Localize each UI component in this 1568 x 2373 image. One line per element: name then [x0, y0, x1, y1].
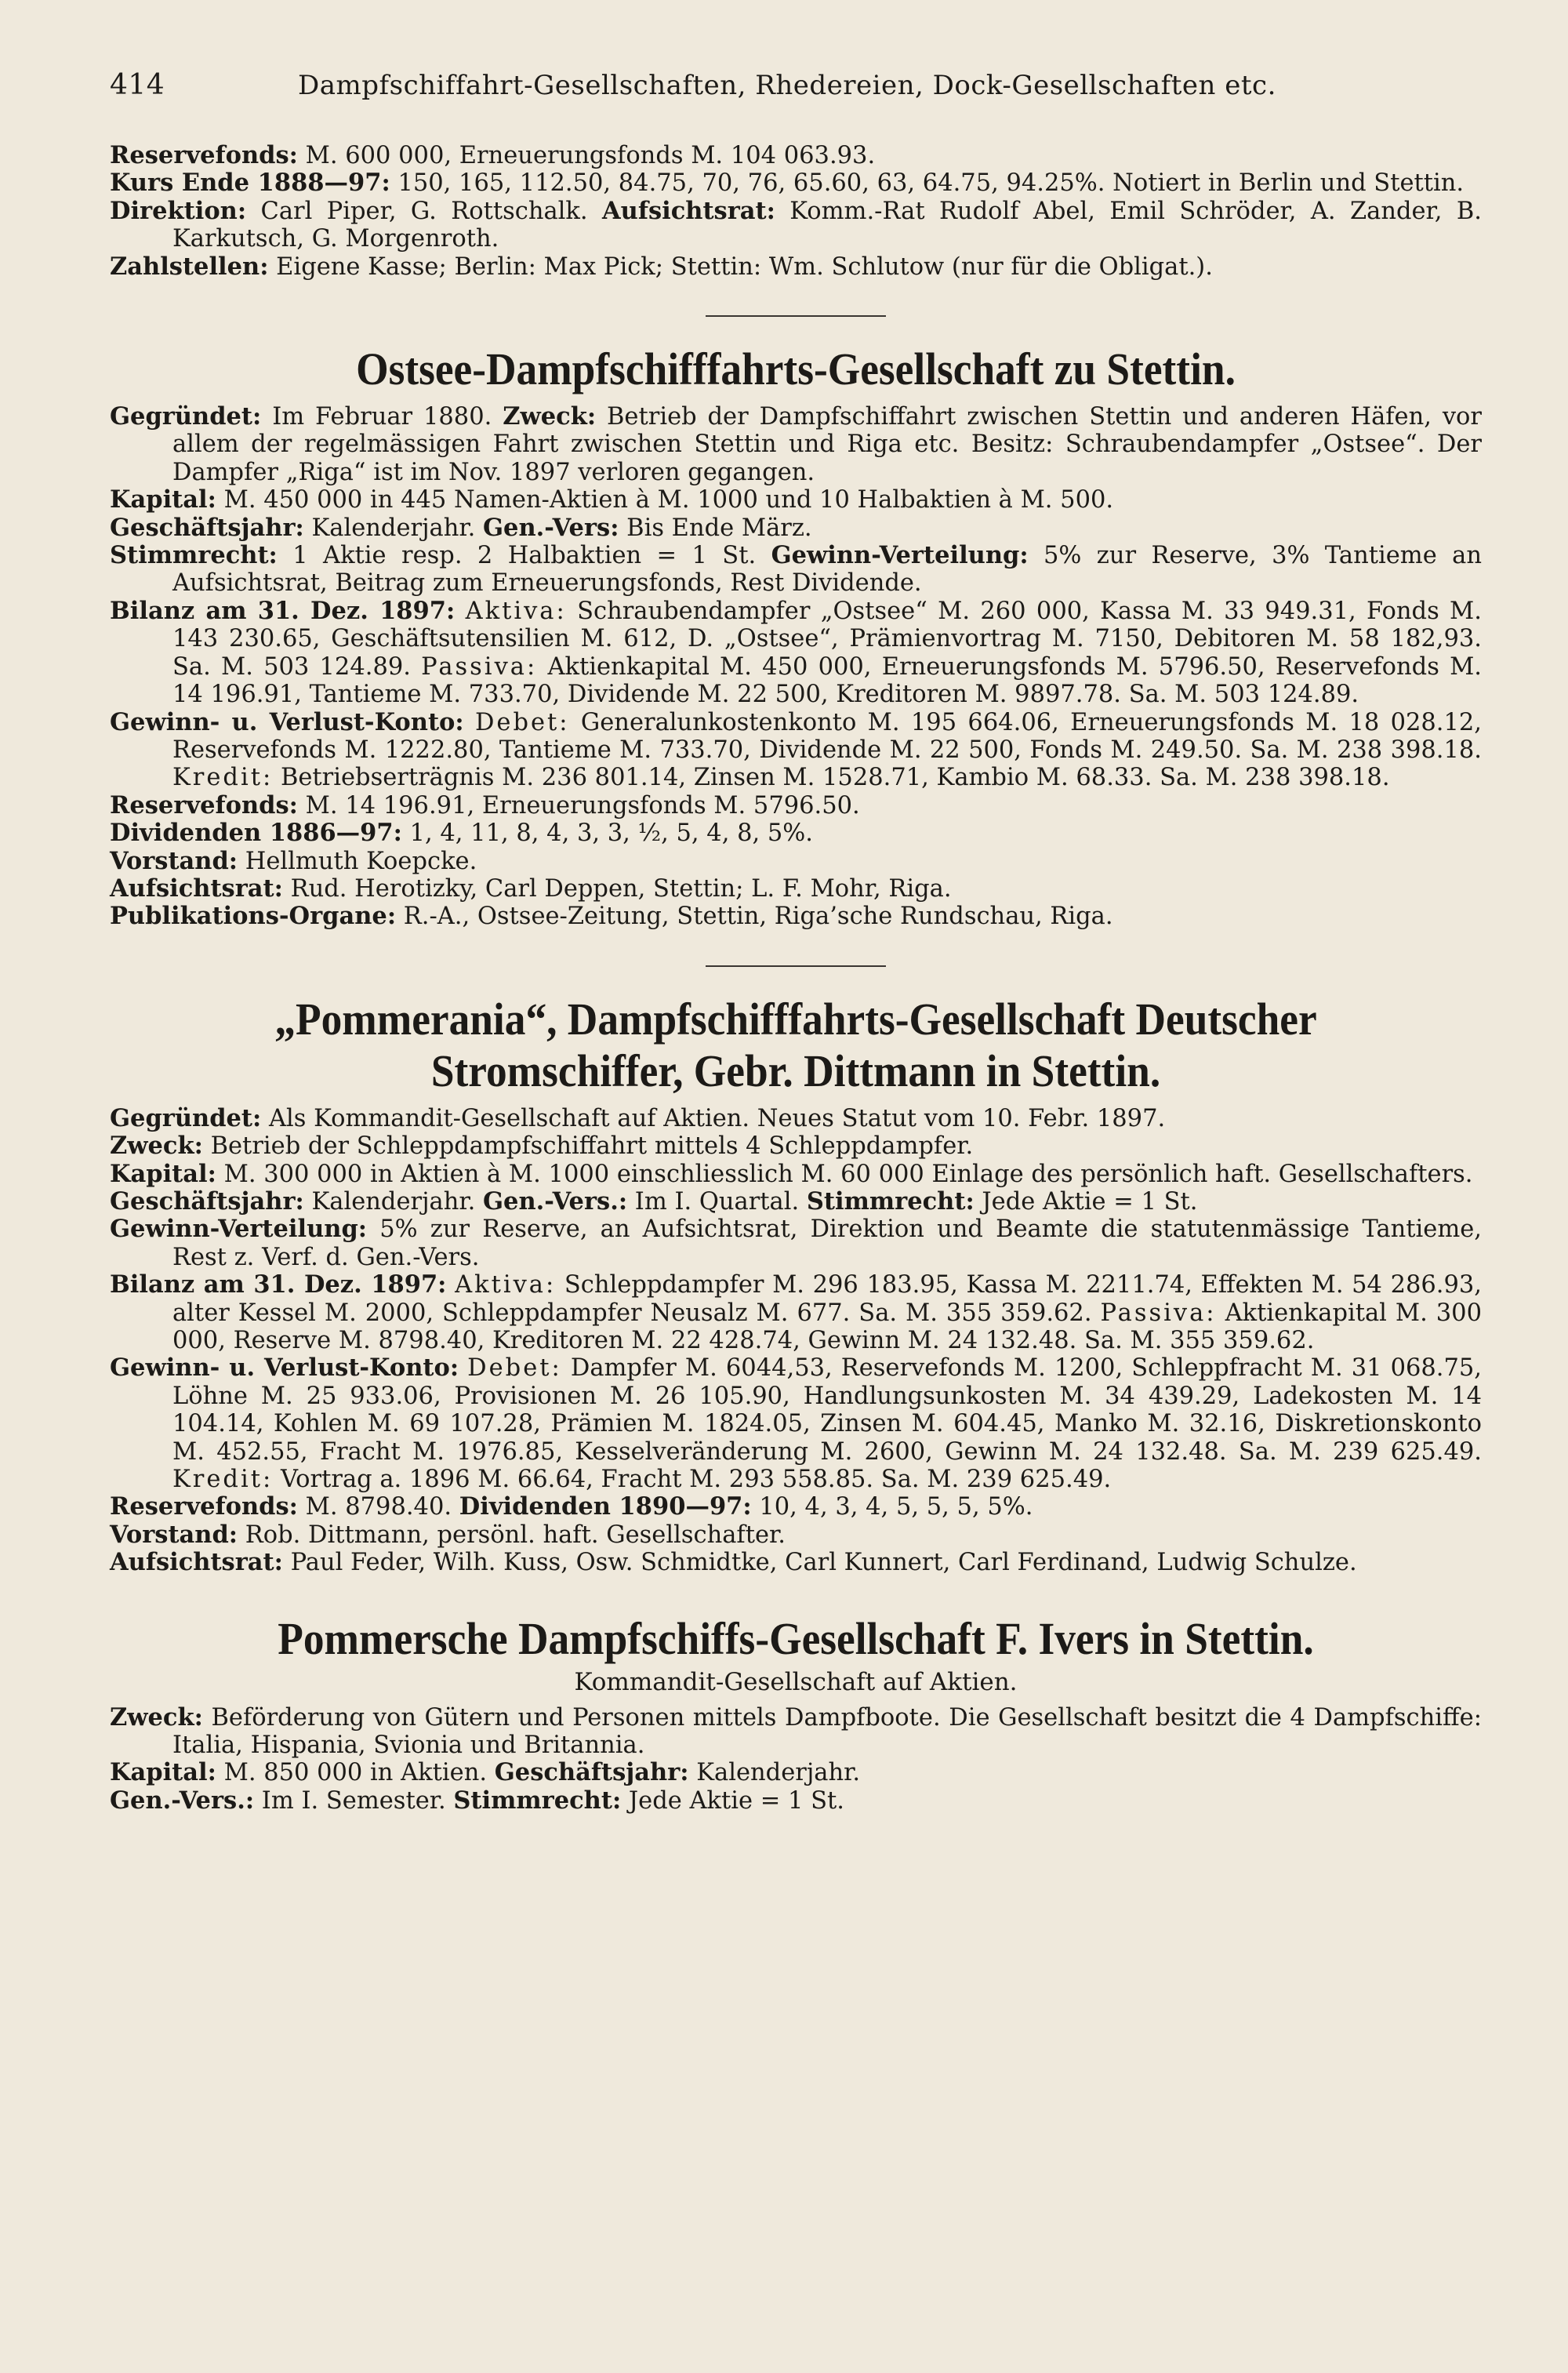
- entry-text: Generalunkostenkonto M. 195 664.06, Erneuerungsfonds M. 18 028.12, Reservefonds M. 1222.80, Tantieme M. 733.70, Dividende M. 22 500, Fonds M. 249.50. Sa. M. 238 398.18.: [172, 708, 1482, 764]
- company-title: Ostsee-Dampfschifffahrts-Gesellschaft zu Stettin.: [356, 343, 1236, 395]
- entry-text: Aktienkapital M. 300 000, Reserve M. 8798.40, Kreditoren M. 22 428.74, Gewinn M. 24 132.48. Sa. M. 355 359.62.: [172, 1299, 1482, 1354]
- entry-text: 5% zur Reserve, an Aufsichtsrat, Direktion und Beamte die statutenmässige Tantieme, Rest z. Verf. d. Gen.-Vers.: [172, 1216, 1482, 1271]
- entry-zweck: [110, 1704, 1482, 1760]
- entry-gewinn-verteilung: [110, 1216, 1482, 1271]
- entry-text: Schraubendampfer „Ostsee“ M. 260 000, Kassa M. 33 949.31, Fonds M. 143 230.65, Geschäftsutensilien M. 612, D. „Ostsee“, Prämienvortrag M. 7150, Debitoren M. 58 182,93. Sa. M. 503 124.89.: [172, 597, 1482, 681]
- entry-text: Aktienkapital M. 450 000, Erneuerungsfonds M. 5796.50, Reservefonds M. 14 196.91, Tantieme M. 733.70, Dividende M. 22 500, Kreditoren M. 9897.78. Sa. M. 503 124.89.: [172, 652, 1482, 709]
- entry-label: Vorstand:: [110, 846, 238, 875]
- kredit-label: Kredit:: [172, 1466, 274, 1494]
- entry-text: M. 850 000 in Aktien.: [223, 1759, 488, 1787]
- entry-label: Aufsichtsrat:: [110, 874, 283, 903]
- running-head: [110, 69, 1482, 101]
- entry-text: Betrieb der Dampfschiffahrt zwischen Stettin und anderen Häfen, vor allem der regelmässigen Fahrt zwischen Stettin und Riga etc. Besitz: Schraubendampfer „Ostsee“. Der Dampfer „Riga“ ist im Nov. 1897 verloren gegangen.: [172, 403, 1482, 486]
- entry-text: 150, 165, 112.50, 84.75, 70, 76, 65.60, 63, 64.75, 94.25%. Notiert in Berlin und Stettin.: [397, 169, 1465, 198]
- entry-bilanz: [110, 1271, 1482, 1354]
- passiva-label: Passiva:: [421, 652, 538, 681]
- entry-text: M. 300 000 in Aktien à M. 1000 einschliesslich M. 60 000 Einlage des persönlich haft. Gesellschafters.: [223, 1160, 1473, 1188]
- entry-publikation: [110, 903, 1482, 930]
- entry-reservefonds: [110, 142, 1482, 169]
- company-title: Pommersche Dampfschiffs-Gesellschaft F. Ivers in Stettin.: [278, 1612, 1314, 1664]
- entry-text: Beförderung von Gütern und Personen mittels Dampfboote. Die Gesellschaft besitzt die 4 Dampfschiffe: Italia, Hispania, Svionia und Britannia.: [172, 1703, 1482, 1760]
- entry-text: Betriebserträgnis M. 236 801.14, Zinsen M. 1528.71, Kambio M. 68.33. Sa. M. 238 398.18.: [280, 764, 1390, 792]
- entry-reservefonds: [110, 1493, 1482, 1521]
- entry-label: Zahlstellen:: [110, 252, 269, 281]
- entry-geschaeftsjahr: [110, 1188, 1482, 1216]
- entry-label: Zweck:: [110, 1703, 203, 1732]
- page-number: 414: [110, 69, 165, 101]
- company-title: [165, 994, 1427, 1097]
- entry-label: Gewinn- u. Verlust-Konto:: [110, 1354, 459, 1383]
- entry-text: 1 Aktie resp. 2 Halbaktien = 1 St.: [292, 542, 757, 570]
- entry-text: 10, 4, 3, 4, 5, 5, 5, 5%.: [759, 1493, 1033, 1521]
- entry-text: M. 14 196.91, Erneuerungsfonds M. 5796.50.: [305, 791, 860, 819]
- entry-text: Carl Piper, G. Rottschalk.: [260, 197, 588, 225]
- entry-text: Rob. Dittmann, persönl. haft. Gesellschafter.: [245, 1521, 786, 1549]
- entry-label: Zweck:: [503, 402, 597, 431]
- entry-kapital: [110, 1161, 1482, 1188]
- entry-label: Publikations-Organe:: [110, 902, 397, 931]
- entry-label: Kapital:: [110, 1159, 216, 1188]
- company-title-line1: „Pommerania“, Dampfschifffahrts-Gesellschaft Deutscher: [274, 993, 1317, 1045]
- entry-text: M. 450 000 in 445 Namen-Aktien à M. 1000 und 10 Halbaktien à M. 500.: [223, 486, 1114, 514]
- kredit-label: Kredit:: [172, 764, 274, 792]
- company-pommersche: [110, 1613, 1482, 1815]
- entry-vorstand: [110, 848, 1482, 875]
- aktiva-label: Aktiva:: [455, 1271, 557, 1299]
- company-title-line2: Stromschiffer, Gebr. Dittmann in Stettin.: [430, 1045, 1161, 1096]
- entry-label: Reservefonds:: [110, 1492, 298, 1521]
- entry-label: Aufsichtsrat:: [602, 196, 775, 225]
- entry-text: Kalenderjahr.: [696, 1759, 861, 1787]
- passiva-label: Passiva:: [1100, 1299, 1217, 1327]
- entry-direktion: [110, 198, 1482, 253]
- entry-label: Gen.-Vers:: [483, 513, 619, 542]
- entry-text: Schleppdampfer M. 296 183.95, Kassa M. 2211.74, Effekten M. 54 286.93, alter Kessel M. 2000, Schleppdampfer Neusalz M. 677. Sa. M. 355 359.62.: [172, 1271, 1482, 1327]
- entry-label: Gewinn-Verteilung:: [110, 1215, 368, 1244]
- entry-text: R.-A., Ostsee-Zeitung, Stettin, Riga’sche Rundschau, Riga.: [403, 903, 1113, 931]
- entry-label: Bilanz am 31. Dez. 1897:: [110, 596, 456, 625]
- entry-text: Eigene Kasse; Berlin: Max Pick; Stettin: Wm. Schlutow (nur für die Obligat.).: [276, 253, 1213, 281]
- entry-label: Bilanz am 31. Dez. 1897:: [110, 1270, 447, 1299]
- section-spacer: [110, 1577, 1482, 1613]
- entry-guv: [110, 1354, 1482, 1493]
- entry-text: 1, 4, 11, 8, 4, 3, 3, ½, 5, 4, 8, 5%.: [409, 819, 813, 848]
- entry-label: Direktion:: [110, 196, 247, 225]
- entry-label: Geschäftsjahr:: [110, 1186, 304, 1216]
- entry-label: Stimmrecht:: [453, 1786, 622, 1815]
- entry-text: Jede Aktie = 1 St.: [982, 1187, 1198, 1216]
- entry-label: Gen.-Vers.:: [110, 1786, 255, 1815]
- company-pommerania: [110, 994, 1482, 1577]
- entry-label: Aufsichtsrat:: [110, 1548, 283, 1577]
- entry-text: Vortrag a. 1896 M. 66.64, Fracht M. 293 558.85. Sa. M. 239 625.49.: [280, 1466, 1112, 1494]
- entry-label: Gegründet:: [110, 402, 262, 431]
- entry-label: Gen.-Vers.:: [483, 1186, 628, 1216]
- running-title: Dampfschiffahrt-Gesellschaften, Rhedereien, Dock-Gesellschaften etc.: [298, 70, 1276, 101]
- entry-label: Kurs Ende 1888—97:: [110, 169, 390, 198]
- entry-text: Paul Feder, Wilh. Kuss, Osw. Schmidtke, Carl Kunnert, Carl Ferdinand, Ludwig Schulze.: [290, 1549, 1357, 1577]
- entry-stimmrecht: [110, 542, 1482, 598]
- entry-label: Stimmrecht:: [110, 541, 278, 570]
- entry-gegruendet: [110, 1105, 1482, 1132]
- entry-label: Kapital:: [110, 1758, 216, 1787]
- entry-label: Geschäftsjahr:: [494, 1758, 689, 1787]
- entry-text: Betrieb der Schleppdampfschiffahrt mittels 4 Schleppdampfer.: [210, 1132, 974, 1161]
- entry-label: Reservefonds:: [110, 141, 298, 169]
- entry-text: Kalenderjahr.: [311, 514, 476, 542]
- entry-label: Dividenden 1890—97:: [459, 1492, 752, 1521]
- entry-kapital: [110, 1759, 1482, 1786]
- entry-text: Im Februar 1880.: [272, 403, 492, 431]
- entry-vorstand: [110, 1521, 1482, 1549]
- entry-reservefonds: [110, 792, 1482, 819]
- entry-bilanz: [110, 598, 1482, 709]
- entry-label: Zweck:: [110, 1132, 203, 1161]
- entry-aufsichtsrat: [110, 875, 1482, 903]
- entry-kapital: [110, 486, 1482, 514]
- entry-text: Dampfer M. 6044,53, Reservefonds M. 1200, Schleppfracht M. 31 068.75, Löhne M. 25 933.06, Provisionen M. 26 105.90, Handlungsunkosten M. 34 439.29, Ladekosten M. 14 104.14, Kohlen M. 69 107.28, Prämien M. 1824.05, Zinsen M. 604.45, Manko M. 32.16, Diskretionskonto M. 452.55, Fracht M. 1976.85, Kesselveränderung M. 2600, Gewinn M. 24 132.48. Sa. M. 239 625.49.: [172, 1354, 1482, 1466]
- section-divider: [706, 965, 886, 967]
- entry-text: Rud. Herotizky, Carl Deppen, Stettin; L. F. Mohr, Riga.: [290, 874, 952, 903]
- entry-text: Komm.-Rat Rudolf Abel, Emil Schröder, A. Zander, B. Karkutsch, G. Morgenroth.: [172, 197, 1482, 253]
- entry-text: Bis Ende März.: [626, 514, 812, 542]
- entry-label: Gewinn-Verteilung:: [771, 541, 1029, 570]
- aktiva-label: Aktiva:: [465, 597, 567, 625]
- entry-kurs: [110, 169, 1482, 197]
- entry-label: Vorstand:: [110, 1520, 238, 1549]
- entry-aufsichtsrat: [110, 1549, 1482, 1576]
- entry-gegruendet: [110, 403, 1482, 486]
- entry-text: Im I. Semester.: [261, 1786, 446, 1815]
- entry-guv: [110, 709, 1482, 792]
- entry-label: Geschäftsjahr:: [110, 513, 304, 542]
- entry-label: Dividenden 1886—97:: [110, 819, 402, 848]
- entry-text: Als Kommandit-Gesellschaft auf Aktien. Neues Statut vom 10. Febr. 1897.: [268, 1104, 1166, 1132]
- previous-company-continuation: [110, 142, 1482, 281]
- debet-label: Debet:: [467, 1354, 562, 1383]
- entry-label: Reservefonds:: [110, 790, 298, 819]
- entry-zahlstellen: [110, 253, 1482, 281]
- entry-genvers: [110, 1787, 1482, 1815]
- entry-dividenden: [110, 819, 1482, 847]
- entry-text: Jede Aktie = 1 St.: [628, 1786, 844, 1815]
- entry-text: M. 8798.40.: [305, 1493, 452, 1521]
- debet-label: Debet:: [474, 708, 570, 736]
- entry-text: Kalenderjahr.: [311, 1187, 476, 1216]
- entry-text: 5% zur Reserve, 3% Tantieme an Aufsichtsrat, Beitrag zum Erneuerungsfonds, Rest Dividende.: [172, 542, 1482, 598]
- entry-label: Kapital:: [110, 485, 216, 514]
- entry-label: Gegründet:: [110, 1103, 262, 1132]
- company-ostsee: [110, 343, 1482, 931]
- section-divider: [706, 315, 886, 317]
- entry-text: M. 600 000, Erneuerungsfonds M. 104 063.93.: [305, 142, 876, 169]
- entry-label: Stimmrecht:: [806, 1186, 975, 1216]
- company-subtitle: Kommandit-Gesellschaft auf Aktien.: [574, 1667, 1018, 1696]
- entry-zweck: [110, 1132, 1482, 1160]
- entry-geschaeftsjahr: [110, 514, 1482, 542]
- entry-text: Hellmuth Koepcke.: [245, 847, 477, 875]
- entry-label: Gewinn- u. Verlust-Konto:: [110, 707, 464, 736]
- entry-text: Im I. Quartal.: [634, 1187, 800, 1216]
